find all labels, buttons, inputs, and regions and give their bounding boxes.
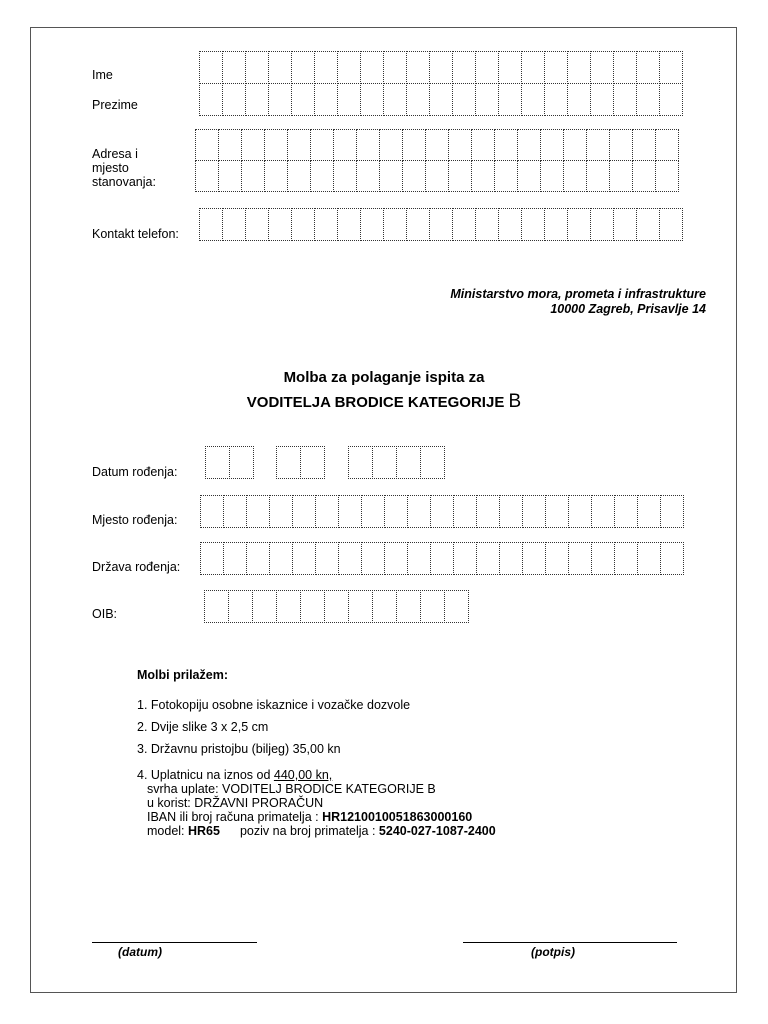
input-box[interactable] <box>660 495 684 528</box>
datum-signature-line[interactable] <box>92 942 257 943</box>
input-box[interactable] <box>402 129 426 161</box>
input-box[interactable] <box>291 51 315 84</box>
input-box[interactable] <box>655 160 679 192</box>
label-oib: OIB: <box>92 607 118 621</box>
input-box[interactable] <box>517 129 541 161</box>
input-box[interactable] <box>637 542 661 575</box>
input-box[interactable] <box>444 590 469 623</box>
payment-purpose: svrha uplate: VODITELJ BRODICE KATEGORIJE B <box>147 782 436 796</box>
input-box[interactable] <box>430 542 454 575</box>
input-box[interactable] <box>498 51 522 84</box>
input-box[interactable] <box>300 446 325 479</box>
recipient-line: 10000 Zagreb, Prisavlje 14 <box>550 302 706 316</box>
input-box[interactable] <box>563 160 587 192</box>
input-box[interactable] <box>475 208 499 241</box>
input-box[interactable] <box>315 542 339 575</box>
label-drzava-rodjenja: Država rođenja: <box>92 560 181 574</box>
input-box[interactable] <box>660 542 684 575</box>
payment-beneficiary: u korist: DRŽAVNI PRORAČUN <box>147 796 324 810</box>
label-adresa-line: mjesto <box>92 161 129 175</box>
input-box[interactable] <box>361 542 385 575</box>
input-box[interactable] <box>614 542 638 575</box>
input-box[interactable] <box>337 83 361 116</box>
input-box[interactable] <box>453 542 477 575</box>
input-box[interactable] <box>252 590 277 623</box>
input-box[interactable] <box>379 160 403 192</box>
input-box[interactable] <box>494 160 518 192</box>
input-box[interactable] <box>264 129 288 161</box>
input-box[interactable] <box>448 160 472 192</box>
list-item: 1. Fotokopiju osobne iskaznice i vozačke dozvole <box>137 698 411 712</box>
input-box[interactable] <box>567 208 591 241</box>
input-box[interactable] <box>264 160 288 192</box>
input-box[interactable] <box>292 495 316 528</box>
payment-amount: 440,00 kn, <box>273 768 333 782</box>
input-box[interactable] <box>499 542 523 575</box>
input-box[interactable] <box>333 160 357 192</box>
input-box[interactable] <box>356 160 380 192</box>
input-box[interactable] <box>521 83 545 116</box>
input-box[interactable] <box>452 51 476 84</box>
subtitle-category: B <box>508 391 522 412</box>
input-box[interactable] <box>276 590 301 623</box>
input-box[interactable] <box>245 83 269 116</box>
input-box[interactable] <box>223 495 247 528</box>
input-box[interactable] <box>586 160 610 192</box>
input-box[interactable] <box>590 208 614 241</box>
input-box[interactable] <box>544 51 568 84</box>
input-box[interactable] <box>406 51 430 84</box>
input-box[interactable] <box>229 446 254 479</box>
input-box[interactable] <box>315 495 339 528</box>
poziv-value: 5240-027-1087-2400 <box>378 824 496 838</box>
input-box[interactable] <box>383 208 407 241</box>
input-box[interactable] <box>545 542 569 575</box>
list-item <box>137 769 332 782</box>
input-box[interactable] <box>425 160 449 192</box>
input-box[interactable] <box>659 83 683 116</box>
input-box[interactable] <box>521 208 545 241</box>
input-box[interactable] <box>636 208 660 241</box>
input-box[interactable] <box>540 129 564 161</box>
form-title: Molba za polaganje ispita za <box>283 369 485 386</box>
input-box[interactable] <box>223 542 247 575</box>
input-box[interactable] <box>228 590 253 623</box>
input-box[interactable] <box>337 51 361 84</box>
input-box[interactable] <box>338 495 362 528</box>
input-box[interactable] <box>522 495 546 528</box>
input-box[interactable] <box>632 160 656 192</box>
input-box[interactable] <box>396 590 421 623</box>
input-box[interactable] <box>199 208 223 241</box>
input-box[interactable] <box>348 446 373 479</box>
input-box[interactable] <box>448 129 472 161</box>
input-box[interactable] <box>567 83 591 116</box>
input-box[interactable] <box>521 51 545 84</box>
input-box[interactable] <box>429 208 453 241</box>
input-box[interactable] <box>222 208 246 241</box>
input-box[interactable] <box>337 208 361 241</box>
input-box[interactable] <box>406 208 430 241</box>
input-box[interactable] <box>452 83 476 116</box>
payment-model <box>147 825 496 838</box>
datum-day-boxes[interactable] <box>205 446 253 479</box>
input-box[interactable] <box>498 208 522 241</box>
input-box[interactable] <box>659 51 683 84</box>
input-box[interactable] <box>544 208 568 241</box>
input-box[interactable] <box>613 208 637 241</box>
input-box[interactable] <box>659 208 683 241</box>
input-box[interactable] <box>361 495 385 528</box>
input-box[interactable] <box>632 129 656 161</box>
input-box[interactable] <box>396 446 421 479</box>
input-box[interactable] <box>310 129 334 161</box>
label-adresa <box>92 147 202 189</box>
model-label: model: <box>147 824 188 838</box>
input-box[interactable] <box>591 542 615 575</box>
item4-text: 4. Uplatnicu na iznos od <box>137 768 274 782</box>
potpis-signature-label: (potpis) <box>531 945 575 959</box>
recipient-line: Ministarstvo mora, prometa i infrastrukture <box>450 287 706 301</box>
input-box[interactable] <box>241 160 265 192</box>
input-box[interactable] <box>268 208 292 241</box>
input-box[interactable] <box>333 129 357 161</box>
input-box[interactable] <box>199 83 223 116</box>
input-box[interactable] <box>287 129 311 161</box>
input-box[interactable] <box>338 542 362 575</box>
input-box[interactable] <box>200 495 224 528</box>
form-subtitle <box>0 391 768 413</box>
input-box[interactable] <box>314 83 338 116</box>
input-box[interactable] <box>360 208 384 241</box>
input-box[interactable] <box>609 160 633 192</box>
input-box[interactable] <box>291 83 315 116</box>
input-box[interactable] <box>567 51 591 84</box>
label-prezime: Prezime <box>92 98 138 112</box>
input-box[interactable] <box>402 160 426 192</box>
list-item: 2. Dvije slike 3 x 2,5 cm <box>137 720 269 734</box>
input-box[interactable] <box>425 129 449 161</box>
label-adresa-line: stanovanja: <box>92 175 156 189</box>
input-box[interactable] <box>292 542 316 575</box>
input-box[interactable] <box>613 83 637 116</box>
label-adresa-line: Adresa i <box>92 147 138 161</box>
input-box[interactable] <box>407 495 431 528</box>
input-box[interactable] <box>452 208 476 241</box>
input-box[interactable] <box>356 129 380 161</box>
input-box[interactable] <box>471 129 495 161</box>
datum-month-boxes[interactable] <box>276 446 324 479</box>
input-box[interactable] <box>300 590 325 623</box>
input-box[interactable] <box>383 51 407 84</box>
input-box[interactable] <box>517 160 541 192</box>
input-box[interactable] <box>471 160 495 192</box>
input-box[interactable] <box>614 495 638 528</box>
input-box[interactable] <box>540 160 564 192</box>
input-box[interactable] <box>475 83 499 116</box>
input-box[interactable] <box>406 83 430 116</box>
input-box[interactable] <box>563 129 587 161</box>
input-box[interactable] <box>499 495 523 528</box>
input-box[interactable] <box>383 83 407 116</box>
label-telefon: Kontakt telefon: <box>92 227 179 241</box>
input-box[interactable] <box>545 495 569 528</box>
input-box[interactable] <box>276 446 301 479</box>
input-box[interactable] <box>476 495 500 528</box>
input-box[interactable] <box>475 51 499 84</box>
attachments-heading: Molbi prilažem: <box>137 668 228 682</box>
input-box[interactable] <box>372 590 397 623</box>
input-box[interactable] <box>204 590 229 623</box>
input-box[interactable] <box>310 160 334 192</box>
input-box[interactable] <box>407 542 431 575</box>
input-box[interactable] <box>218 129 242 161</box>
input-box[interactable] <box>245 51 269 84</box>
input-box[interactable] <box>199 51 223 84</box>
input-box[interactable] <box>420 590 445 623</box>
list-item: 3. Državnu pristojbu (biljeg) 35,00 kn <box>137 742 341 756</box>
input-box[interactable] <box>637 495 661 528</box>
telefon-input-boxes[interactable] <box>199 208 682 241</box>
input-box[interactable] <box>360 83 384 116</box>
input-box[interactable] <box>522 542 546 575</box>
input-box[interactable] <box>568 495 592 528</box>
input-box[interactable] <box>360 51 384 84</box>
input-box[interactable] <box>287 160 311 192</box>
ime-input-boxes[interactable] <box>199 51 682 84</box>
prezime-input-boxes[interactable] <box>199 83 682 116</box>
mjesto-rodjenja-boxes[interactable] <box>200 495 683 528</box>
input-box[interactable] <box>195 160 219 192</box>
input-box[interactable] <box>591 495 615 528</box>
input-box[interactable] <box>268 51 292 84</box>
input-box[interactable] <box>384 495 408 528</box>
drzava-rodjenja-boxes[interactable] <box>200 542 683 575</box>
input-box[interactable] <box>384 542 408 575</box>
input-box[interactable] <box>476 542 500 575</box>
input-box[interactable] <box>218 160 242 192</box>
input-box[interactable] <box>494 129 518 161</box>
input-box[interactable] <box>544 83 568 116</box>
input-box[interactable] <box>498 83 522 116</box>
input-box[interactable] <box>245 208 269 241</box>
input-box[interactable] <box>222 51 246 84</box>
input-box[interactable] <box>636 51 660 84</box>
model-value: HR65 <box>188 824 220 838</box>
input-box[interactable] <box>590 83 614 116</box>
input-box[interactable] <box>268 83 292 116</box>
input-box[interactable] <box>314 208 338 241</box>
input-box[interactable] <box>429 51 453 84</box>
input-box[interactable] <box>241 129 265 161</box>
oib-boxes[interactable] <box>204 590 468 623</box>
input-box[interactable] <box>291 208 315 241</box>
input-box[interactable] <box>609 129 633 161</box>
input-box[interactable] <box>613 51 637 84</box>
input-box[interactable] <box>222 83 246 116</box>
payment-iban <box>147 811 472 824</box>
input-box[interactable] <box>314 51 338 84</box>
iban-label: IBAN ili broj računa primatelja : <box>147 810 323 824</box>
potpis-signature-line[interactable] <box>463 942 677 943</box>
input-box[interactable] <box>246 495 270 528</box>
input-box[interactable] <box>586 129 610 161</box>
input-box[interactable] <box>379 129 403 161</box>
input-box[interactable] <box>590 51 614 84</box>
input-box[interactable] <box>269 542 293 575</box>
label-ime: Ime <box>92 68 113 82</box>
input-box[interactable] <box>453 495 477 528</box>
datum-signature-label: (datum) <box>118 945 162 959</box>
input-box[interactable] <box>372 446 397 479</box>
input-box[interactable] <box>655 129 679 161</box>
input-box[interactable] <box>246 542 270 575</box>
label-mjesto-rodjenja: Mjesto rođenja: <box>92 513 178 527</box>
poziv-label: poziv na broj primatelja : <box>239 824 379 838</box>
input-box[interactable] <box>420 446 445 479</box>
adresa-input-boxes-row1[interactable] <box>195 129 678 161</box>
subtitle-text: VODITELJA BRODICE KATEGORIJE <box>246 394 509 411</box>
input-box[interactable] <box>568 542 592 575</box>
iban-value: HR1210010051863000160 <box>322 810 473 824</box>
input-box[interactable] <box>429 83 453 116</box>
input-box[interactable] <box>205 446 230 479</box>
label-datum-rodjenja: Datum rođenja: <box>92 465 178 479</box>
input-box[interactable] <box>195 129 219 161</box>
recipient-address <box>450 287 706 317</box>
input-box[interactable] <box>269 495 293 528</box>
adresa-input-boxes-row2[interactable] <box>195 160 678 192</box>
input-box[interactable] <box>430 495 454 528</box>
input-box[interactable] <box>324 590 349 623</box>
input-box[interactable] <box>636 83 660 116</box>
input-box[interactable] <box>348 590 373 623</box>
datum-year-boxes[interactable] <box>348 446 444 479</box>
input-box[interactable] <box>200 542 224 575</box>
